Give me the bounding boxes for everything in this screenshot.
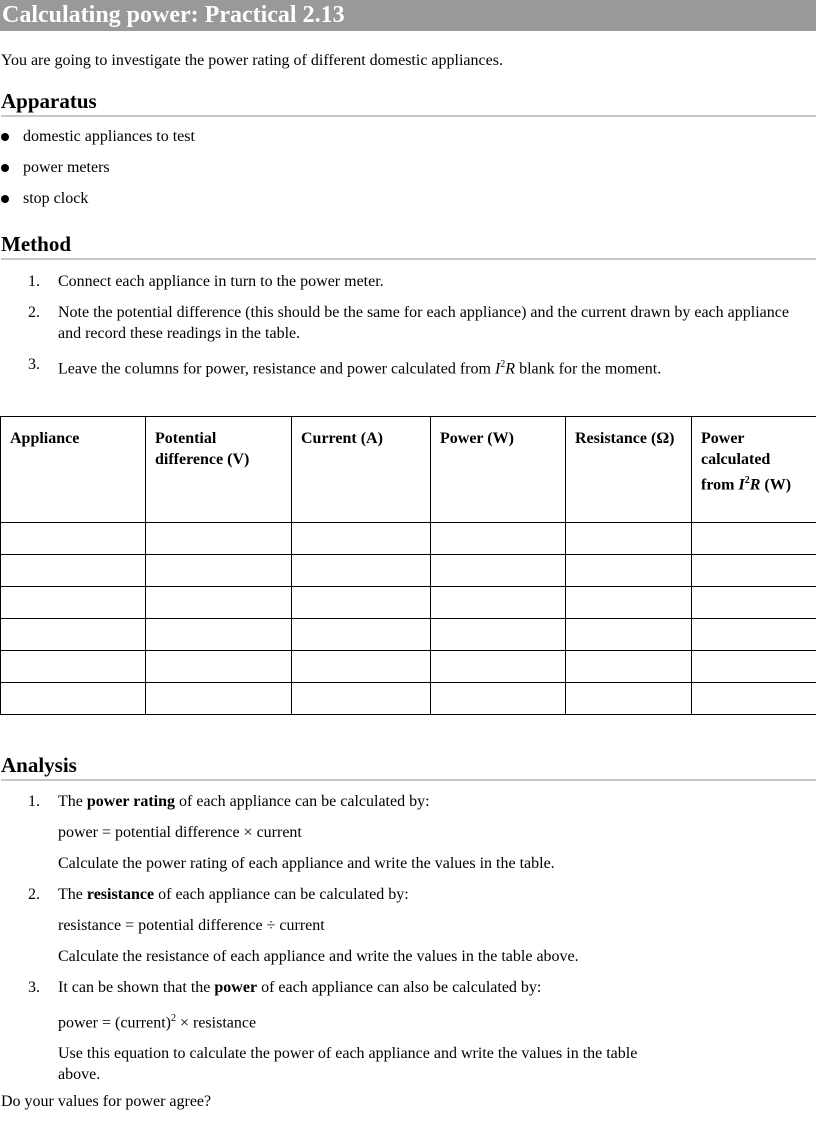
table-cell[interactable] bbox=[146, 523, 292, 555]
table-cell[interactable] bbox=[1, 619, 146, 651]
table-cell[interactable] bbox=[292, 619, 431, 651]
table-cell[interactable] bbox=[431, 683, 566, 715]
table-cell[interactable] bbox=[566, 523, 692, 555]
closing-question: Do your values for power agree? bbox=[1, 1093, 212, 1110]
table-cell[interactable] bbox=[146, 683, 292, 715]
intro-text: You are going to investigate the power rating of different domestic appliances. bbox=[1, 52, 503, 69]
table-cell[interactable] bbox=[292, 683, 431, 715]
analysis-heading: Analysis bbox=[1, 752, 816, 781]
table-cell[interactable] bbox=[146, 619, 292, 651]
title-bar bbox=[0, 0, 816, 31]
table-cell[interactable] bbox=[566, 619, 692, 651]
table-cell[interactable] bbox=[292, 523, 431, 555]
formula: power = (current)$^2$ × resistance bbox=[58, 1013, 257, 1032]
table-cell[interactable] bbox=[431, 555, 566, 587]
table-cell[interactable] bbox=[292, 555, 431, 587]
table-cell[interactable] bbox=[566, 587, 692, 619]
method-steps bbox=[0, 271, 816, 389]
table-row bbox=[1, 619, 816, 651]
apparatus-heading: Apparatus bbox=[1, 88, 816, 117]
table-cell[interactable] bbox=[1, 587, 146, 619]
table-cell[interactable] bbox=[692, 683, 816, 715]
formula: resistance = potential difference ÷ current bbox=[58, 917, 325, 934]
table-cell[interactable] bbox=[146, 651, 292, 683]
table-cell[interactable] bbox=[692, 651, 816, 683]
table-cell[interactable] bbox=[566, 555, 692, 587]
table-cell[interactable] bbox=[566, 651, 692, 683]
table-cell[interactable] bbox=[692, 587, 816, 619]
col-power-calculated: Power calculated from $I^2R$ (W) bbox=[692, 417, 816, 523]
table-cell[interactable] bbox=[146, 587, 292, 619]
table-cell[interactable] bbox=[566, 683, 692, 715]
table-cell[interactable] bbox=[692, 555, 816, 587]
table-cell[interactable] bbox=[431, 587, 566, 619]
page-title: Calculating power: Practical 2.13 bbox=[2, 2, 345, 28]
col-current: Current (A) bbox=[292, 417, 431, 523]
table-cell[interactable] bbox=[146, 555, 292, 587]
table-row bbox=[1, 523, 816, 555]
col-potential-difference: Potential difference (V) bbox=[146, 417, 292, 523]
analysis-steps bbox=[0, 791, 816, 1095]
bullet-icon bbox=[1, 195, 9, 203]
table-row bbox=[1, 587, 816, 619]
apparatus-item: stop clock bbox=[0, 189, 195, 220]
table-cell[interactable] bbox=[692, 619, 816, 651]
table-cell[interactable] bbox=[1, 523, 146, 555]
bullet-icon bbox=[1, 133, 9, 141]
method-step: 3. Leave the columns for power, resistance and power calculated from $I^2R$ blank for the moment. bbox=[28, 356, 662, 378]
table-cell[interactable] bbox=[292, 651, 431, 683]
apparatus-item: power meters bbox=[0, 158, 195, 189]
apparatus-item: domestic appliances to test bbox=[0, 127, 195, 158]
col-appliance: Appliance bbox=[1, 417, 146, 523]
table-row bbox=[1, 651, 816, 683]
analysis-step: 1. The power rating of each appliance can be calculated by: power = potential difference × current Calculate the power rating of each appliance and write the values in the table. bbox=[0, 791, 816, 874]
table-cell[interactable] bbox=[431, 651, 566, 683]
table-cell[interactable] bbox=[431, 523, 566, 555]
table-header-row bbox=[1, 417, 816, 523]
table-row bbox=[1, 555, 816, 587]
method-step: 1. Connect each appliance in turn to the power meter. bbox=[28, 273, 384, 290]
instruction: Calculate the resistance of each appliance and write the values in the table above. bbox=[58, 948, 579, 965]
table-cell[interactable] bbox=[692, 523, 816, 555]
apparatus-list bbox=[0, 127, 195, 220]
analysis-step: 2. The resistance of each appliance can be calculated by: resistance = potential difference ÷ current Calculate the resistance of each appliance and write the values in the table above. bbox=[0, 884, 816, 967]
results-table bbox=[0, 416, 816, 715]
table-row bbox=[1, 683, 816, 715]
table-cell[interactable] bbox=[1, 683, 146, 715]
instruction: Calculate the power rating of each appliance and write the values in the table. bbox=[58, 855, 555, 872]
table-cell[interactable] bbox=[292, 587, 431, 619]
table-cell[interactable] bbox=[431, 619, 566, 651]
formula: power = potential difference × current bbox=[58, 824, 302, 841]
instruction: Use this equation to calculate the power of each appliance and write the values in the table above. bbox=[58, 1045, 638, 1084]
method-step: 2. Note the potential difference (this should be the same for each appliance) and the current drawn by each appliance and record these readings in the table. bbox=[28, 304, 789, 342]
col-power: Power (W) bbox=[431, 417, 566, 523]
col-resistance: Resistance (Ω) bbox=[566, 417, 692, 523]
analysis-step: 3. It can be shown that the power of each appliance can also be calculated by: power = (current)$^2$ × resistance Use this equation to calculate the power of each appliance and write the values in the table above. bbox=[0, 977, 816, 1085]
bullet-icon bbox=[1, 164, 9, 172]
table-cell[interactable] bbox=[1, 555, 146, 587]
method-heading: Method bbox=[1, 231, 816, 260]
table-cell[interactable] bbox=[1, 651, 146, 683]
